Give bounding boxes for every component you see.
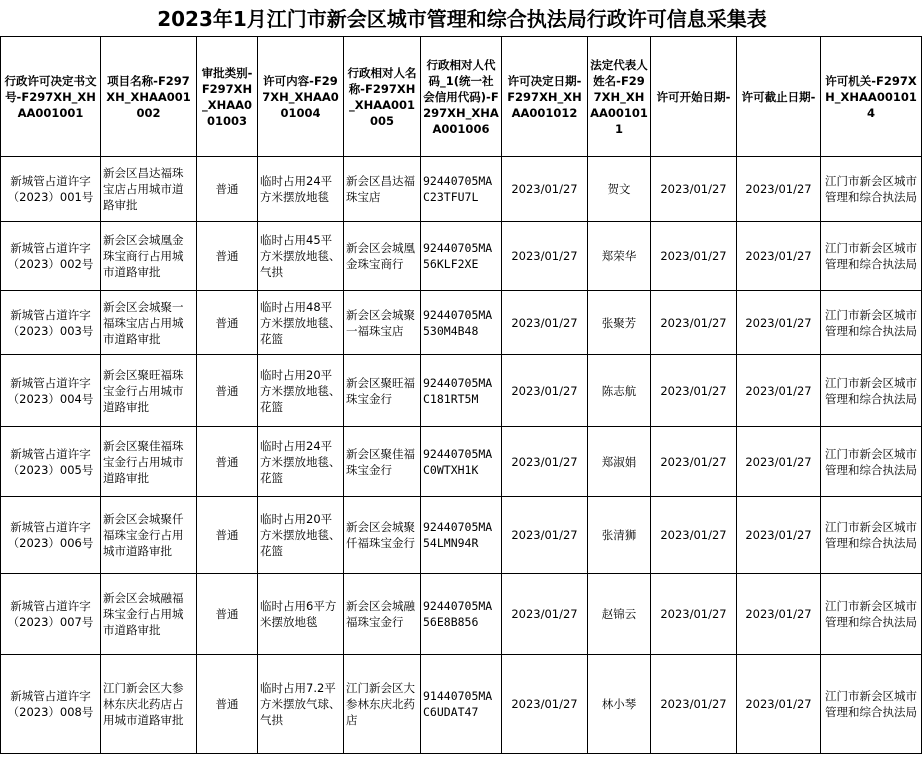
cell-doc-no: 新城管占道许字（2023）006号 [1,497,101,574]
cell-legal-rep: 赵锦云 [588,574,651,655]
cell-content: 临时占用7.2平方米摆放气球、气拱 [258,655,344,754]
cell-legal-rep: 郑淑娟 [588,427,651,497]
cell-code: 92440705MA56E8B856 [421,574,502,655]
cell-category: 普通 [197,291,258,355]
cell-start-date: 2023/01/27 [651,157,737,222]
cell-authority: 江门市新会区城市管理和综合执法局 [821,355,922,427]
table-row [1,222,922,291]
cell-authority: 江门市新会区城市管理和综合执法局 [821,291,922,355]
cell-content: 临时占用20平方米摆放地毯、花篮 [258,497,344,574]
cell-legal-rep: 张清狮 [588,497,651,574]
cell-authority: 江门市新会区城市管理和综合执法局 [821,497,922,574]
cell-end-date: 2023/01/27 [737,355,821,427]
cell-legal-rep: 郑荣华 [588,222,651,291]
cell-code: 92440705MAC181RT5M [421,355,502,427]
cell-start-date: 2023/01/27 [651,355,737,427]
cell-start-date: 2023/01/27 [651,222,737,291]
cell-party: 新会区昌达福珠宝店 [344,157,421,222]
cell-authority: 江门市新会区城市管理和综合执法局 [821,157,922,222]
cell-project: 新会区昌达福珠宝店占用城市道路审批 [101,157,197,222]
table-row [1,291,922,355]
cell-code: 92440705MA530M4B48 [421,291,502,355]
cell-legal-rep: 贺文 [588,157,651,222]
cell-authority: 江门市新会区城市管理和综合执法局 [821,222,922,291]
cell-end-date: 2023/01/27 [737,222,821,291]
cell-legal-rep: 林小琴 [588,655,651,754]
cell-start-date: 2023/01/27 [651,291,737,355]
cell-doc-no: 新城管占道许字（2023）005号 [1,427,101,497]
cell-code: 92440705MAC0WTXH1K [421,427,502,497]
permit-table [0,36,922,754]
col-header-decision-date: 许可决定日期-F297XH_XHAA001012 [502,37,588,157]
table-row [1,655,922,754]
cell-authority: 江门市新会区城市管理和综合执法局 [821,655,922,754]
cell-party: 新会区会城凰金珠宝商行 [344,222,421,291]
cell-end-date: 2023/01/27 [737,655,821,754]
cell-project: 新会区聚佳福珠宝金行占用城市道路审批 [101,427,197,497]
cell-decision-date: 2023/01/27 [502,655,588,754]
cell-party: 新会区聚旺福珠宝金行 [344,355,421,427]
cell-category: 普通 [197,497,258,574]
cell-category: 普通 [197,157,258,222]
header-row [1,37,922,157]
cell-project: 新会区聚旺福珠宝金行占用城市道路审批 [101,355,197,427]
cell-content: 临时占用24平方米摆放地毯 [258,157,344,222]
cell-decision-date: 2023/01/27 [502,427,588,497]
col-header-start-date: 许可开始日期- [651,37,737,157]
cell-decision-date: 2023/01/27 [502,157,588,222]
cell-party: 新会区会城聚仟福珠宝金行 [344,497,421,574]
col-header-legal-rep: 法定代表人姓名-F297XH_XHAA001011 [588,37,651,157]
cell-decision-date: 2023/01/27 [502,291,588,355]
cell-end-date: 2023/01/27 [737,291,821,355]
cell-decision-date: 2023/01/27 [502,222,588,291]
cell-end-date: 2023/01/27 [737,497,821,574]
cell-category: 普通 [197,222,258,291]
cell-content: 临时占用24平方米摆放地毯、花篮 [258,427,344,497]
cell-start-date: 2023/01/27 [651,497,737,574]
cell-party: 新会区会城聚一福珠宝店 [344,291,421,355]
col-header-authority: 许可机关-F297XH_XHAA001014 [821,37,922,157]
cell-project: 新会区会城聚一福珠宝店占用城市道路审批 [101,291,197,355]
page-title: 2023年1月江门市新会区城市管理和综合执法局行政许可信息采集表 [157,7,767,31]
cell-code: 92440705MA56KLF2XE [421,222,502,291]
cell-project: 新会区会城凰金珠宝商行占用城市道路审批 [101,222,197,291]
cell-authority: 江门市新会区城市管理和综合执法局 [821,574,922,655]
table-row [1,497,922,574]
cell-decision-date: 2023/01/27 [502,497,588,574]
cell-code: 92440705MAC23TFU7L [421,157,502,222]
col-header-content: 许可内容-F297XH_XHAA001004 [258,37,344,157]
cell-legal-rep: 张聚芳 [588,291,651,355]
col-header-end-date: 许可截止日期- [737,37,821,157]
cell-doc-no: 新城管占道许字（2023）004号 [1,355,101,427]
cell-doc-no: 新城管占道许字（2023）003号 [1,291,101,355]
table-row [1,427,922,497]
col-header-category: 审批类别-F297XH_XHAA001003 [197,37,258,157]
col-header-party: 行政相对人名称-F297XH_XHAA001005 [344,37,421,157]
cell-decision-date: 2023/01/27 [502,355,588,427]
cell-start-date: 2023/01/27 [651,427,737,497]
cell-end-date: 2023/01/27 [737,574,821,655]
cell-doc-no: 新城管占道许字（2023）002号 [1,222,101,291]
cell-legal-rep: 陈志航 [588,355,651,427]
col-header-project: 项目名称-F297XH_XHAA001002 [101,37,197,157]
cell-content: 临时占用20平方米摆放地毯、花篮 [258,355,344,427]
cell-doc-no: 新城管占道许字（2023）007号 [1,574,101,655]
col-header-doc-no: 行政许可决定书文号-F297XH_XHAA001001 [1,37,101,157]
cell-code: 91440705MAC6UDAT47 [421,655,502,754]
cell-doc-no: 新城管占道许字（2023）001号 [1,157,101,222]
cell-decision-date: 2023/01/27 [502,574,588,655]
cell-start-date: 2023/01/27 [651,655,737,754]
cell-category: 普通 [197,355,258,427]
cell-start-date: 2023/01/27 [651,574,737,655]
cell-category: 普通 [197,655,258,754]
cell-content: 临时占用6平方米摆放地毯 [258,574,344,655]
cell-category: 普通 [197,427,258,497]
table-row [1,355,922,427]
cell-content: 临时占用48平方米摆放地毯、花篮 [258,291,344,355]
cell-content: 临时占用45平方米摆放地毯、气拱 [258,222,344,291]
table-row [1,157,922,222]
cell-project: 新会区会城聚仟福珠宝金行占用城市道路审批 [101,497,197,574]
cell-party: 新会区聚佳福珠宝金行 [344,427,421,497]
table-row [1,574,922,655]
cell-category: 普通 [197,574,258,655]
col-header-code: 行政相对人代码_1(统一社会信用代码)-F297XH_XHAA001006 [421,37,502,157]
cell-code: 92440705MA54LMN94R [421,497,502,574]
cell-party: 江门新会区大参林东庆北药店 [344,655,421,754]
cell-end-date: 2023/01/27 [737,427,821,497]
cell-doc-no: 新城管占道许字（2023）008号 [1,655,101,754]
cell-authority: 江门市新会区城市管理和综合执法局 [821,427,922,497]
cell-party: 新会区会城融福珠宝金行 [344,574,421,655]
cell-project: 新会区会城融福珠宝金行占用城市道路审批 [101,574,197,655]
cell-end-date: 2023/01/27 [737,157,821,222]
cell-project: 江门新会区大参林东庆北药店占用城市道路审批 [101,655,197,754]
